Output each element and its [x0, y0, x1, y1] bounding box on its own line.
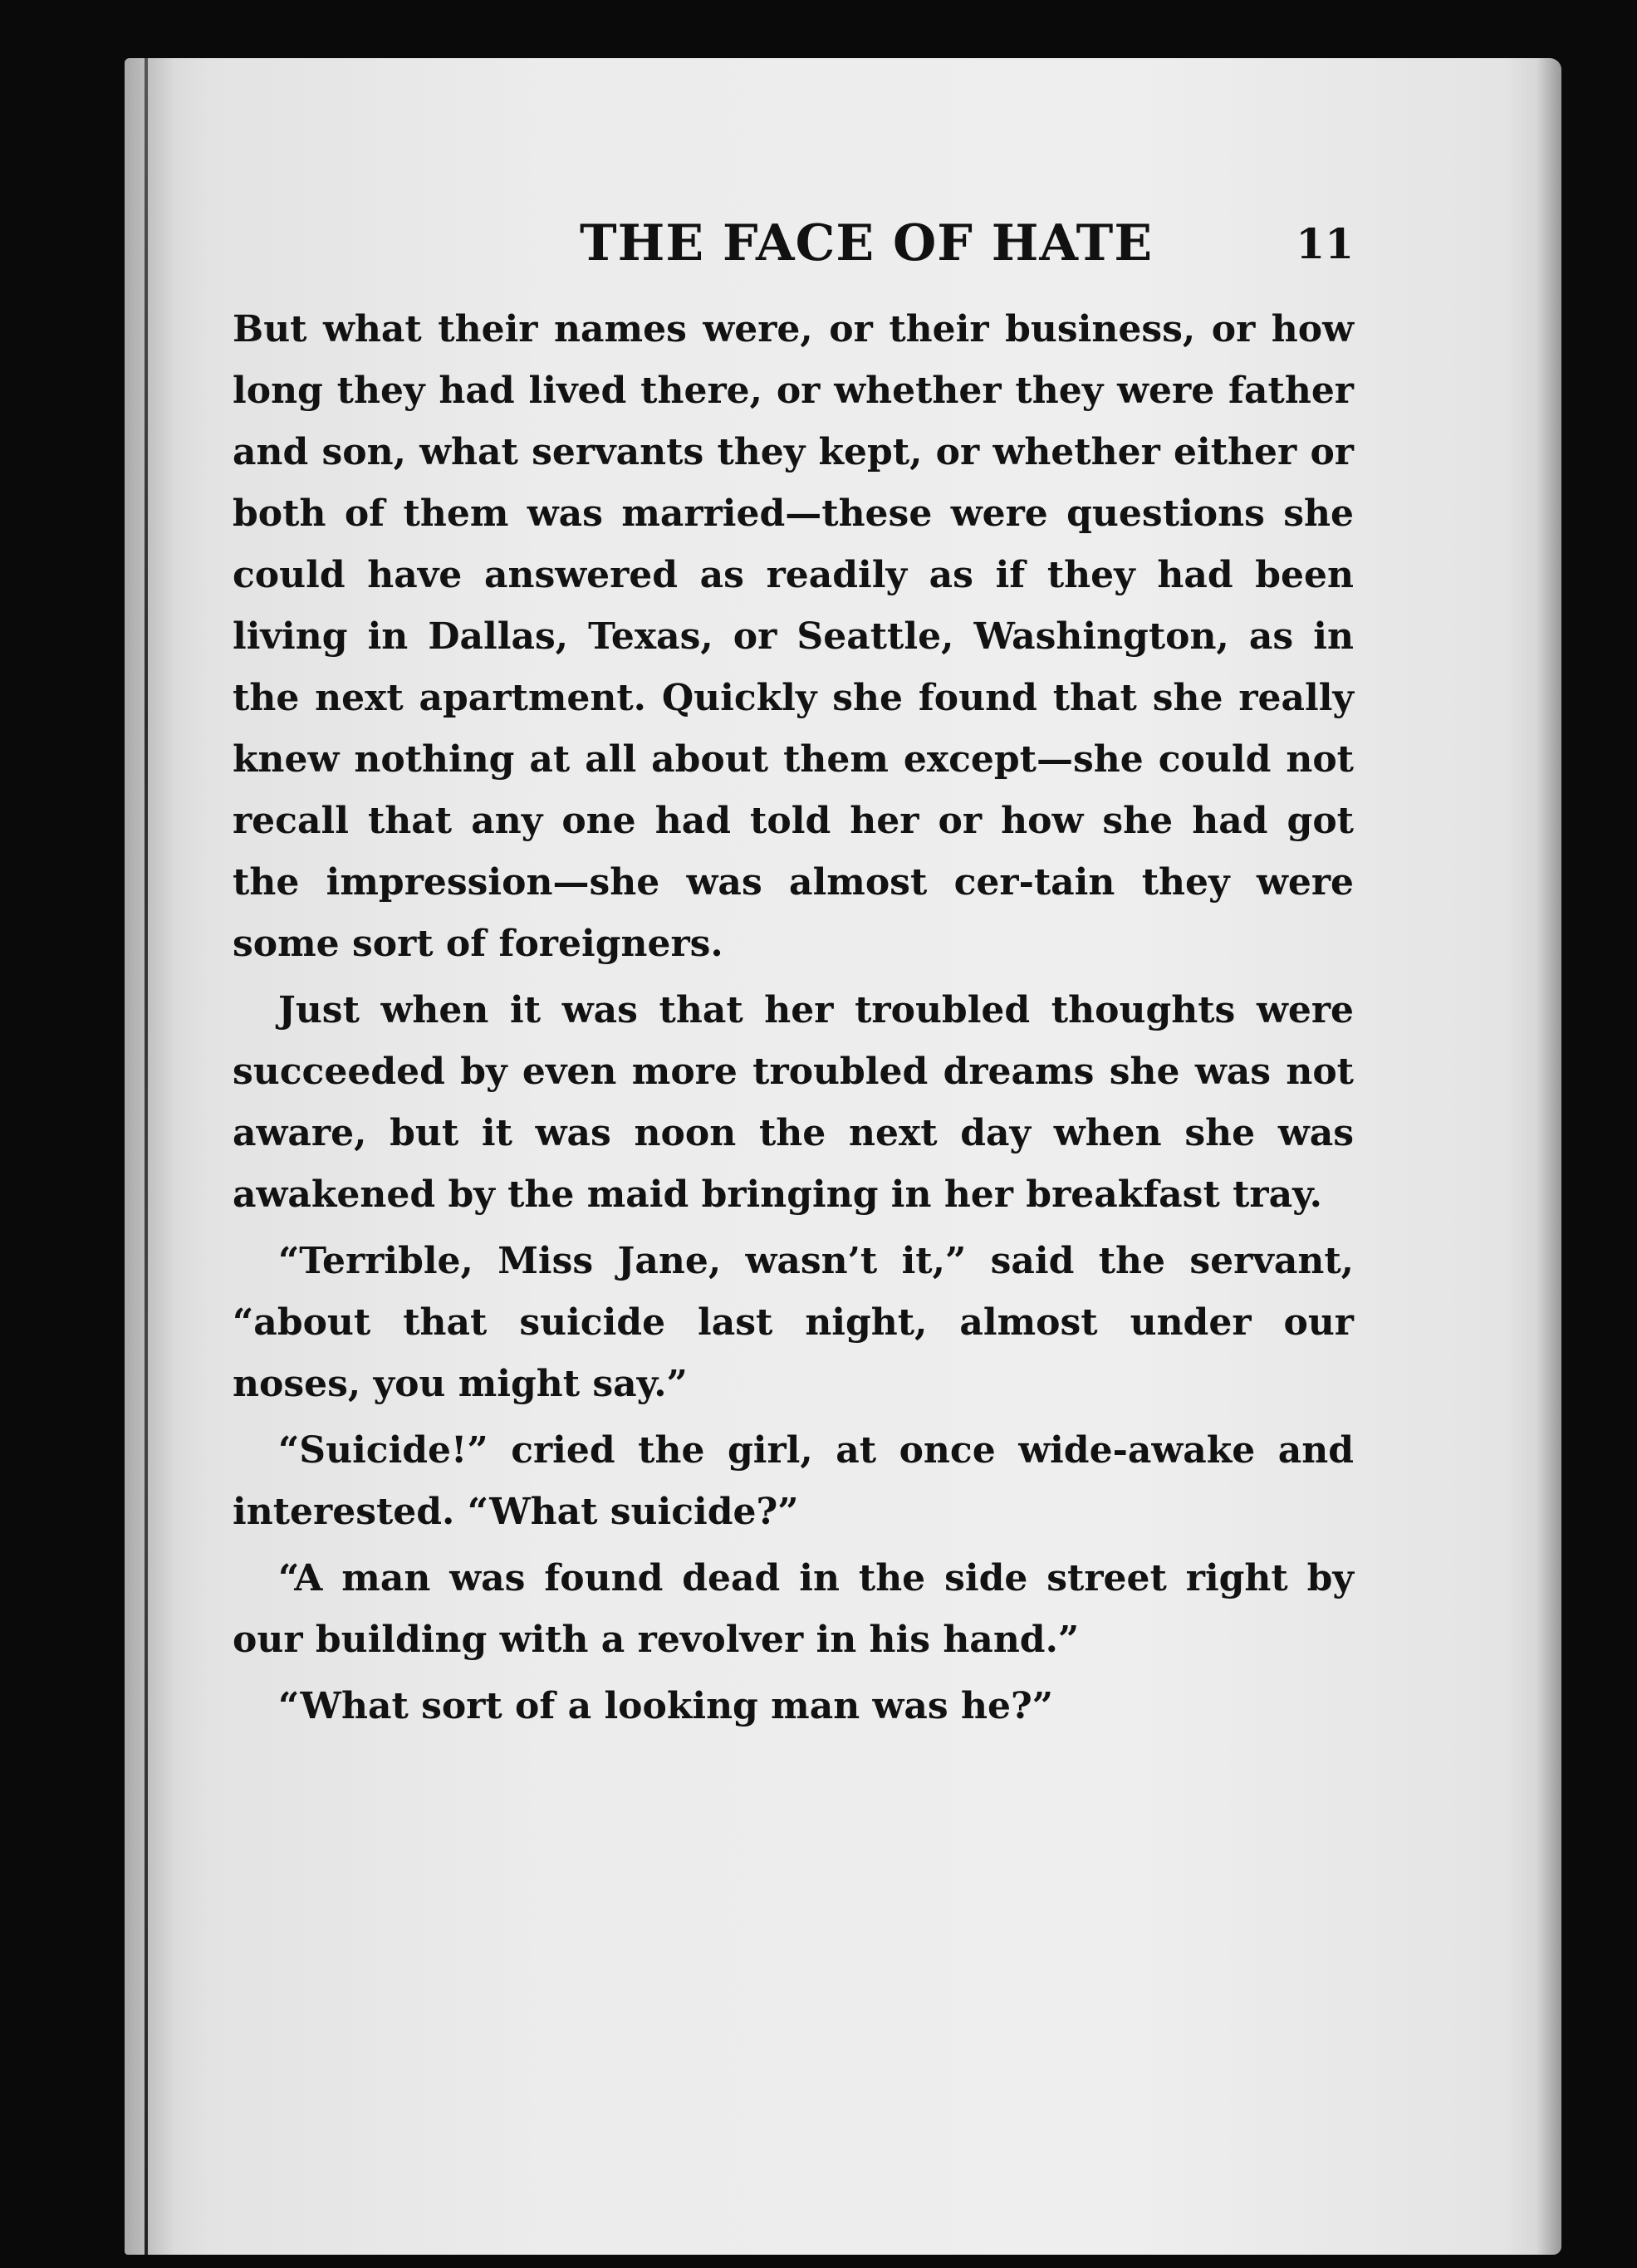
paragraph: But what their names were, or their business, or how long they had lived there, or whether they were father and son, what servants they kept, or whether either or both of them was married—these were questions she could have answered as readily as if they had been living in Dallas, Texas, or Seattle, Washington, as in the next apartment. Quickly she found that she really knew nothing at all about them except—she could not recall that any one had told her or how she had got the impression—she was almost cer-tain they were some sort of foreigners.: [233, 308, 1354, 965]
paragraph: “Terrible, Miss Jane, wasn’t it,” said the servant, “about that suicide last night, almost under our noses, you might say.”: [233, 1240, 1354, 1405]
gutter-shadow: [125, 58, 174, 2255]
paragraph: “A man was found dead in the side street right by our building with a revolver in his hand.”: [233, 1557, 1354, 1661]
binding-gutter: [145, 58, 148, 2255]
body-text: [233, 299, 1354, 1742]
paragraph: Just when it was that her troubled thoughts were succeeded by even more troubled dreams she was not aware, but it was noon the next day when she was awakened by the maid bringing in her breakfast tray.: [233, 989, 1354, 1216]
running-title: THE FACE OF HATE: [580, 214, 1154, 272]
page-number: 11: [1296, 219, 1354, 268]
page-edge-shadow: [1537, 58, 1561, 2255]
paragraph: “What sort of a looking man was he?”: [278, 1685, 1054, 1727]
paragraph: “Suicide!” cried the girl, at once wide-awake and interested. “What suicide?”: [233, 1429, 1354, 1533]
running-header: [233, 214, 1354, 289]
